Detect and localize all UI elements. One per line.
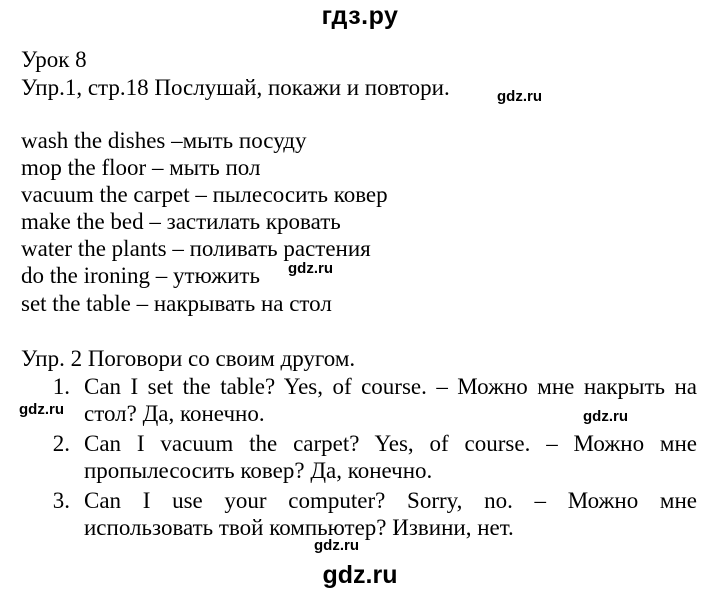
watermark: gdz.ru [314, 537, 359, 554]
vocabulary-item: wash the dishes –мыть посуду [21, 128, 307, 153]
watermark: gdz.ru [19, 401, 64, 418]
dialogue-line: Can I set the table? Yes, of course. – Можно мне накрыть на [84, 374, 697, 399]
exercise1-heading: Упр.1, стр.18 Послушай, покажи и повтори. [21, 75, 450, 100]
list-number: 1. [52, 374, 70, 399]
list-number: 2. [52, 431, 70, 456]
vocabulary-item: set the table – накрывать на стол [21, 291, 332, 316]
vocabulary-item: mop the floor – мыть пол [21, 155, 261, 180]
bottom-watermark: gdz.ru [322, 561, 398, 589]
dialogue-line: Can I vacuum the carpet? Yes, of course. – Можно мне [84, 431, 697, 456]
vocabulary-item: vacuum the carpet – пылесосить ковер [21, 182, 388, 207]
watermark: gdz.ru [288, 260, 333, 277]
vocabulary-item: make the bed – застилать кровать [21, 209, 341, 234]
dialogue-line: пропылесосить ковер? Да, конечно. [84, 458, 433, 483]
vocabulary-item: water the plants – поливать растения [21, 236, 371, 261]
site-header: гдз.ру [321, 2, 399, 30]
list-number: 3. [52, 488, 70, 513]
watermark: gdz.ru [583, 408, 628, 425]
watermark: gdz.ru [497, 88, 542, 105]
exercise2-heading: Упр. 2 Поговори со своим другом. [21, 346, 356, 371]
dialogue-line: использовать твой компьютер? Извини, нет. [84, 515, 514, 540]
lesson-title: Урок 8 [21, 47, 87, 72]
vocabulary-item: do the ironing – утюжить [21, 263, 260, 288]
dialogue-line: Can I use your computer? Sorry, no. – Можно мне [84, 488, 697, 513]
dialogue-line: стол? Да, конечно. [84, 401, 265, 426]
